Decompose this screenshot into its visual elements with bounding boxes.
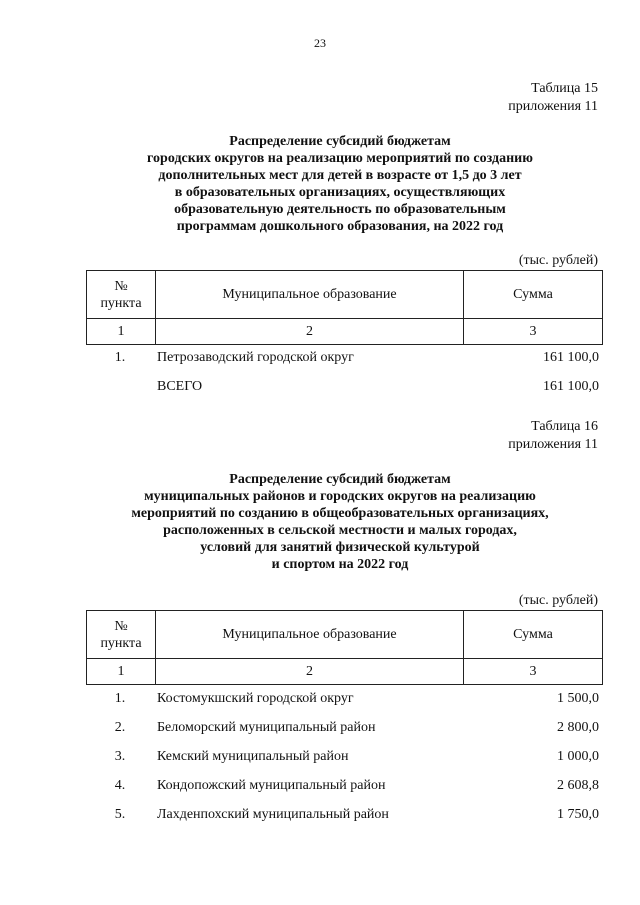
table-16-reference: [380, 418, 598, 454]
colnum-3: 3: [464, 319, 603, 345]
table-ref-line1: Таблица 16: [531, 419, 598, 434]
colnum-3: 3: [464, 659, 603, 685]
row-number: 2.: [114, 720, 126, 735]
title-line: мероприятий по созданию в общеобразовательных организациях,: [131, 506, 549, 521]
table-15-header: [86, 270, 603, 345]
colnum-2: 2: [156, 659, 464, 685]
header-name: Муниципальное образование: [156, 611, 464, 659]
title-line: и спортом на 2022 год: [271, 557, 409, 572]
row-number: 5.: [114, 807, 126, 822]
row-amount: 161 100,0: [543, 350, 599, 365]
row-municipality: Лахденпохский муниципальный район: [157, 807, 389, 822]
table-row: [86, 350, 603, 370]
title-line: дополнительных мест для детей в возрасте от 1,5 до 3 лет: [158, 168, 522, 183]
units-label: (тыс. рублей): [518, 253, 598, 268]
title-line: программам дошкольного образования, на 2022 год: [176, 219, 504, 234]
title-line: условий для занятий физической культурой: [200, 540, 480, 555]
total-row: [86, 379, 603, 399]
title-line: Распределение субсидий бюджетам: [229, 472, 451, 487]
row-amount: 2 608,8: [557, 778, 599, 793]
table-16-header: [86, 610, 603, 685]
table-row: [86, 720, 603, 740]
row-municipality: Кемский муниципальный район: [157, 749, 349, 764]
table-15-title: [80, 133, 600, 235]
row-municipality: Костомукшский городской округ: [157, 691, 354, 706]
total-amount: 161 100,0: [543, 379, 599, 394]
header-num: № пункта: [87, 271, 156, 319]
title-line: расположенных в сельской местности и малых городах,: [163, 523, 517, 538]
colnum-1: 1: [87, 659, 156, 685]
row-amount: 2 800,0: [557, 720, 599, 735]
row-amount: 1 000,0: [557, 749, 599, 764]
table-ref-line2: приложения 11: [508, 437, 598, 452]
units-label: (тыс. рублей): [518, 593, 598, 608]
table-ref-line2: приложения 11: [508, 99, 598, 114]
colnum-1: 1: [87, 319, 156, 345]
colnum-2: 2: [156, 319, 464, 345]
title-line: городских округов на реализацию мероприятий по созданию: [147, 151, 533, 166]
table-15-reference: [380, 80, 598, 116]
title-line: в образовательных организациях, осуществляющих: [174, 185, 506, 200]
header-name: Муниципальное образование: [156, 271, 464, 319]
title-line: образовательную деятельность по образовательным: [174, 202, 506, 217]
page-number: 23: [314, 36, 326, 50]
total-label: ВСЕГО: [157, 379, 203, 394]
row-amount: 1 500,0: [557, 691, 599, 706]
table-row: [86, 749, 603, 769]
row-number: 1.: [114, 691, 126, 706]
row-municipality: Беломорский муниципальный район: [157, 720, 376, 735]
header-sum: Сумма: [464, 611, 603, 659]
header-num: № пункта: [87, 611, 156, 659]
table-row: [86, 807, 603, 827]
header-sum: Сумма: [464, 271, 603, 319]
table-16-title: [80, 471, 600, 573]
row-number: 1.: [114, 350, 126, 365]
row-municipality: Петрозаводский городской округ: [157, 350, 354, 365]
row-municipality: Кондопожский муниципальный район: [157, 778, 386, 793]
row-number: 4.: [114, 778, 126, 793]
table-ref-line1: Таблица 15: [531, 81, 598, 96]
table-row: [86, 691, 603, 711]
table-row: [86, 778, 603, 798]
title-line: муниципальных районов и городских округов на реализацию: [144, 489, 536, 504]
row-number: 3.: [114, 749, 126, 764]
row-amount: 1 750,0: [557, 807, 599, 822]
title-line: Распределение субсидий бюджетам: [229, 134, 451, 149]
